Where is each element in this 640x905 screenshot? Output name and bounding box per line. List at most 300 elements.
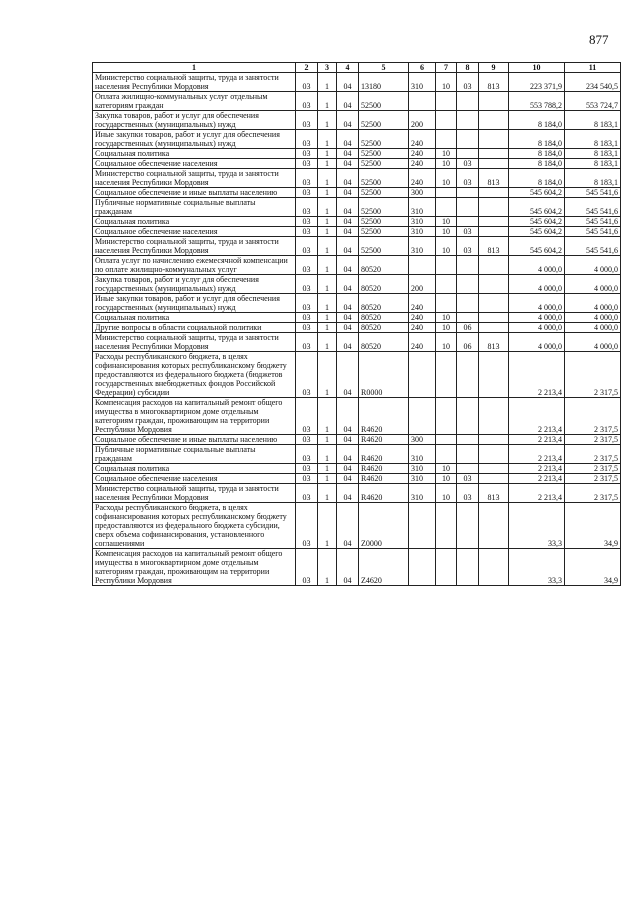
table-row xyxy=(93,323,621,333)
table-row xyxy=(93,484,621,503)
cell-c10: 545 604,2 xyxy=(509,188,565,198)
column-header: 3 xyxy=(318,63,337,73)
cell-c3: 1 xyxy=(318,352,337,398)
cell-c10: 33,3 xyxy=(509,503,565,549)
cell-c3: 1 xyxy=(318,464,337,474)
cell-c10: 2 213,4 xyxy=(509,464,565,474)
cell-c5: 52500 xyxy=(359,130,409,149)
cell-c9: 813 xyxy=(479,333,509,352)
cell-c11: 4 000,0 xyxy=(565,256,621,275)
cell-c2: 03 xyxy=(296,237,318,256)
row-label: Социальное обеспечение населения xyxy=(93,159,296,169)
cell-c9 xyxy=(479,111,509,130)
cell-c2: 03 xyxy=(296,445,318,464)
cell-c5: 80520 xyxy=(359,275,409,294)
cell-c4: 04 xyxy=(337,398,359,435)
cell-c6: 240 xyxy=(409,323,436,333)
cell-c3: 1 xyxy=(318,111,337,130)
cell-c7: 10 xyxy=(436,313,457,323)
cell-c10: 2 213,4 xyxy=(509,398,565,435)
cell-c3: 1 xyxy=(318,237,337,256)
cell-c2: 03 xyxy=(296,549,318,586)
cell-c5: R4620 xyxy=(359,484,409,503)
cell-c4: 04 xyxy=(337,227,359,237)
cell-c6: 310 xyxy=(409,237,436,256)
cell-c8 xyxy=(457,217,479,227)
cell-c4: 04 xyxy=(337,256,359,275)
table-row xyxy=(93,313,621,323)
cell-c8 xyxy=(457,149,479,159)
cell-c8: 03 xyxy=(457,159,479,169)
cell-c7 xyxy=(436,398,457,435)
cell-c4: 04 xyxy=(337,352,359,398)
table-row xyxy=(93,188,621,198)
cell-c9: 813 xyxy=(479,237,509,256)
cell-c2: 03 xyxy=(296,503,318,549)
cell-c11: 2 317,5 xyxy=(565,398,621,435)
cell-c11: 545 541,6 xyxy=(565,188,621,198)
column-header: 1 xyxy=(93,63,296,73)
cell-c10: 4 000,0 xyxy=(509,323,565,333)
cell-c7: 10 xyxy=(436,484,457,503)
cell-c5: 52500 xyxy=(359,149,409,159)
cell-c9 xyxy=(479,352,509,398)
cell-c8 xyxy=(457,464,479,474)
cell-c10: 553 788,2 xyxy=(509,92,565,111)
cell-c3: 1 xyxy=(318,217,337,227)
row-label: Социальная политика xyxy=(93,464,296,474)
cell-c6 xyxy=(409,549,436,586)
cell-c11: 2 317,5 xyxy=(565,352,621,398)
cell-c5: 52500 xyxy=(359,198,409,217)
cell-c3: 1 xyxy=(318,73,337,92)
table-row xyxy=(93,294,621,313)
cell-c10: 2 213,4 xyxy=(509,474,565,484)
cell-c8 xyxy=(457,503,479,549)
cell-c5: R4620 xyxy=(359,435,409,445)
cell-c11: 2 317,5 xyxy=(565,484,621,503)
cell-c10: 545 604,2 xyxy=(509,237,565,256)
table-row xyxy=(93,352,621,398)
row-label: Социальное обеспечение населения xyxy=(93,474,296,484)
cell-c10: 33,3 xyxy=(509,549,565,586)
cell-c3: 1 xyxy=(318,198,337,217)
cell-c5: R4620 xyxy=(359,464,409,474)
cell-c6: 310 xyxy=(409,445,436,464)
cell-c6: 240 xyxy=(409,149,436,159)
cell-c7 xyxy=(436,503,457,549)
cell-c3: 1 xyxy=(318,275,337,294)
cell-c3: 1 xyxy=(318,435,337,445)
cell-c7 xyxy=(436,294,457,313)
cell-c8: 06 xyxy=(457,323,479,333)
cell-c11: 4 000,0 xyxy=(565,333,621,352)
cell-c2: 03 xyxy=(296,474,318,484)
cell-c11: 545 541,6 xyxy=(565,237,621,256)
cell-c7: 10 xyxy=(436,73,457,92)
cell-c2: 03 xyxy=(296,464,318,474)
cell-c4: 04 xyxy=(337,445,359,464)
cell-c7 xyxy=(436,445,457,464)
cell-c9 xyxy=(479,92,509,111)
cell-c2: 03 xyxy=(296,398,318,435)
cell-c9 xyxy=(479,549,509,586)
cell-c4: 04 xyxy=(337,73,359,92)
table-row xyxy=(93,398,621,435)
cell-c9 xyxy=(479,445,509,464)
cell-c2: 03 xyxy=(296,333,318,352)
cell-c10: 2 213,4 xyxy=(509,445,565,464)
cell-c6: 310 xyxy=(409,73,436,92)
cell-c3: 1 xyxy=(318,313,337,323)
cell-c9 xyxy=(479,149,509,159)
cell-c7: 10 xyxy=(436,474,457,484)
row-label: Расходы республиканского бюджета, в целях софинансирования которых республиканскому бюджету предоставляются из федерального бюджета (бюджетов государственных внебюджетных фондов Российской Федерации) субсидии xyxy=(93,352,296,398)
cell-c11: 8 183,1 xyxy=(565,159,621,169)
cell-c2: 03 xyxy=(296,111,318,130)
cell-c2: 03 xyxy=(296,323,318,333)
page-number: 877 xyxy=(589,32,609,47)
cell-c8 xyxy=(457,188,479,198)
cell-c2: 03 xyxy=(296,275,318,294)
cell-c6 xyxy=(409,352,436,398)
cell-c9 xyxy=(479,198,509,217)
row-label: Иные закупки товаров, работ и услуг для обеспечения государственных (муниципальных) нужд xyxy=(93,130,296,149)
cell-c8: 03 xyxy=(457,484,479,503)
cell-c8 xyxy=(457,445,479,464)
cell-c4: 04 xyxy=(337,149,359,159)
cell-c10: 2 213,4 xyxy=(509,352,565,398)
cell-c10: 2 213,4 xyxy=(509,484,565,503)
cell-c5: 80520 xyxy=(359,256,409,275)
cell-c5: 52500 xyxy=(359,237,409,256)
cell-c6 xyxy=(409,92,436,111)
cell-c9 xyxy=(479,275,509,294)
cell-c5: 52500 xyxy=(359,159,409,169)
cell-c6: 310 xyxy=(409,198,436,217)
row-label: Расходы республиканского бюджета, в целях софинансирования которых республиканскому бюджету предоставляются из федерального бюджета субсидии, сверх объема софинансирования, установленного соглашениями xyxy=(93,503,296,549)
cell-c2: 03 xyxy=(296,188,318,198)
table-row xyxy=(93,73,621,92)
cell-c9 xyxy=(479,503,509,549)
cell-c10: 8 184,0 xyxy=(509,149,565,159)
cell-c4: 04 xyxy=(337,474,359,484)
cell-c3: 1 xyxy=(318,227,337,237)
table-row xyxy=(93,474,621,484)
cell-c11: 2 317,5 xyxy=(565,435,621,445)
cell-c9 xyxy=(479,323,509,333)
cell-c10: 8 184,0 xyxy=(509,111,565,130)
row-label: Другие вопросы в области социальной политики xyxy=(93,323,296,333)
cell-c5: R4620 xyxy=(359,474,409,484)
cell-c9: 813 xyxy=(479,169,509,188)
cell-c4: 04 xyxy=(337,92,359,111)
cell-c5: 52500 xyxy=(359,92,409,111)
cell-c9 xyxy=(479,256,509,275)
cell-c2: 03 xyxy=(296,130,318,149)
cell-c3: 1 xyxy=(318,398,337,435)
row-label: Закупка товаров, работ и услуг для обеспечения государственных (муниципальных) нужд xyxy=(93,111,296,130)
row-label: Социальная политика xyxy=(93,313,296,323)
cell-c8 xyxy=(457,435,479,445)
cell-c5: 52500 xyxy=(359,169,409,188)
row-label: Социальная политика xyxy=(93,149,296,159)
table-row xyxy=(93,169,621,188)
cell-c8 xyxy=(457,275,479,294)
cell-c4: 04 xyxy=(337,294,359,313)
cell-c4: 04 xyxy=(337,198,359,217)
table-row xyxy=(93,198,621,217)
cell-c10: 545 604,2 xyxy=(509,227,565,237)
cell-c4: 04 xyxy=(337,313,359,323)
cell-c2: 03 xyxy=(296,352,318,398)
cell-c9 xyxy=(479,188,509,198)
cell-c7: 10 xyxy=(436,464,457,474)
cell-c11: 8 183,1 xyxy=(565,111,621,130)
cell-c5: 52500 xyxy=(359,217,409,227)
table-row xyxy=(93,237,621,256)
cell-c11: 4 000,0 xyxy=(565,323,621,333)
cell-c11: 2 317,5 xyxy=(565,445,621,464)
cell-c6: 240 xyxy=(409,333,436,352)
cell-c5: Z0000 xyxy=(359,503,409,549)
table-row xyxy=(93,503,621,549)
cell-c3: 1 xyxy=(318,474,337,484)
cell-c8: 03 xyxy=(457,474,479,484)
row-label: Министерство социальной защиты, труда и занятости населения Республики Мордовия xyxy=(93,484,296,503)
cell-c3: 1 xyxy=(318,130,337,149)
cell-c3: 1 xyxy=(318,92,337,111)
cell-c5: 80520 xyxy=(359,323,409,333)
table-row xyxy=(93,445,621,464)
row-label: Министерство социальной защиты, труда и занятости населения Республики Мордовия xyxy=(93,333,296,352)
cell-c5: 52500 xyxy=(359,227,409,237)
table-row xyxy=(93,464,621,474)
cell-c5: 80520 xyxy=(359,294,409,313)
cell-c6: 240 xyxy=(409,159,436,169)
cell-c7 xyxy=(436,188,457,198)
table-row xyxy=(93,130,621,149)
cell-c10: 545 604,2 xyxy=(509,198,565,217)
cell-c7: 10 xyxy=(436,159,457,169)
cell-c4: 04 xyxy=(337,275,359,294)
cell-c4: 04 xyxy=(337,484,359,503)
cell-c8 xyxy=(457,92,479,111)
table-row xyxy=(93,256,621,275)
cell-c4: 04 xyxy=(337,503,359,549)
cell-c5: 52500 xyxy=(359,111,409,130)
column-header: 7 xyxy=(436,63,457,73)
cell-c8 xyxy=(457,398,479,435)
row-label: Министерство социальной защиты, труда и занятости населения Республики Мордовия xyxy=(93,73,296,92)
cell-c7 xyxy=(436,198,457,217)
cell-c3: 1 xyxy=(318,503,337,549)
column-header: 11 xyxy=(565,63,621,73)
cell-c6 xyxy=(409,398,436,435)
cell-c2: 03 xyxy=(296,159,318,169)
cell-c3: 1 xyxy=(318,445,337,464)
cell-c4: 04 xyxy=(337,217,359,227)
cell-c2: 03 xyxy=(296,227,318,237)
cell-c9 xyxy=(479,294,509,313)
cell-c9: 813 xyxy=(479,73,509,92)
cell-c6: 240 xyxy=(409,313,436,323)
cell-c6: 200 xyxy=(409,275,436,294)
column-header: 2 xyxy=(296,63,318,73)
cell-c6: 310 xyxy=(409,484,436,503)
cell-c8 xyxy=(457,256,479,275)
table-row xyxy=(93,159,621,169)
cell-c10: 223 371,9 xyxy=(509,73,565,92)
cell-c2: 03 xyxy=(296,169,318,188)
row-label: Закупка товаров, работ и услуг для обеспечения государственных (муниципальных) нужд xyxy=(93,275,296,294)
cell-c3: 1 xyxy=(318,323,337,333)
column-header: 4 xyxy=(337,63,359,73)
cell-c3: 1 xyxy=(318,159,337,169)
cell-c4: 04 xyxy=(337,169,359,188)
row-label: Публичные нормативные социальные выплаты гражданам xyxy=(93,445,296,464)
cell-c3: 1 xyxy=(318,294,337,313)
cell-c6: 240 xyxy=(409,130,436,149)
row-label: Иные закупки товаров, работ и услуг для обеспечения государственных (муниципальных) нужд xyxy=(93,294,296,313)
cell-c9 xyxy=(479,227,509,237)
cell-c8: 06 xyxy=(457,333,479,352)
cell-c11: 2 317,5 xyxy=(565,474,621,484)
cell-c3: 1 xyxy=(318,256,337,275)
table-row xyxy=(93,92,621,111)
cell-c10: 4 000,0 xyxy=(509,333,565,352)
cell-c11: 545 541,6 xyxy=(565,198,621,217)
table-row xyxy=(93,333,621,352)
cell-c6: 300 xyxy=(409,435,436,445)
cell-c3: 1 xyxy=(318,149,337,159)
cell-c5: 13180 xyxy=(359,73,409,92)
cell-c8 xyxy=(457,313,479,323)
header-row xyxy=(93,63,621,73)
cell-c7: 10 xyxy=(436,169,457,188)
cell-c10: 545 604,2 xyxy=(509,217,565,227)
cell-c11: 545 541,6 xyxy=(565,217,621,227)
column-header: 9 xyxy=(479,63,509,73)
row-label: Министерство социальной защиты, труда и занятости населения Республики Мордовия xyxy=(93,237,296,256)
cell-c2: 03 xyxy=(296,484,318,503)
cell-c4: 04 xyxy=(337,333,359,352)
cell-c6: 240 xyxy=(409,294,436,313)
cell-c10: 4 000,0 xyxy=(509,275,565,294)
row-label: Социальная политика xyxy=(93,217,296,227)
cell-c2: 03 xyxy=(296,92,318,111)
row-label: Социальное обеспечение и иные выплаты населению xyxy=(93,188,296,198)
table-row xyxy=(93,111,621,130)
cell-c2: 03 xyxy=(296,313,318,323)
cell-c9 xyxy=(479,398,509,435)
cell-c10: 8 184,0 xyxy=(509,159,565,169)
cell-c9 xyxy=(479,474,509,484)
cell-c5: R0000 xyxy=(359,352,409,398)
cell-c3: 1 xyxy=(318,169,337,188)
table-row xyxy=(93,275,621,294)
cell-c3: 1 xyxy=(318,549,337,586)
cell-c3: 1 xyxy=(318,484,337,503)
cell-c5: 80520 xyxy=(359,313,409,323)
cell-c2: 03 xyxy=(296,217,318,227)
cell-c7 xyxy=(436,549,457,586)
cell-c4: 04 xyxy=(337,435,359,445)
cell-c8 xyxy=(457,111,479,130)
cell-c10: 4 000,0 xyxy=(509,294,565,313)
cell-c9: 813 xyxy=(479,484,509,503)
row-label: Компенсация расходов на капитальный ремонт общего имущества в многоквартирном доме отдельным категориям граждан, проживающим на территории Республики Мордовия xyxy=(93,398,296,435)
cell-c6 xyxy=(409,256,436,275)
cell-c7: 10 xyxy=(436,149,457,159)
table-row xyxy=(93,217,621,227)
cell-c8: 03 xyxy=(457,169,479,188)
cell-c7: 10 xyxy=(436,237,457,256)
cell-c9 xyxy=(479,159,509,169)
table-row xyxy=(93,435,621,445)
cell-c7 xyxy=(436,435,457,445)
cell-c2: 03 xyxy=(296,435,318,445)
cell-c2: 03 xyxy=(296,198,318,217)
cell-c3: 1 xyxy=(318,188,337,198)
cell-c7 xyxy=(436,92,457,111)
cell-c5: 80520 xyxy=(359,333,409,352)
table-row xyxy=(93,227,621,237)
cell-c11: 34,9 xyxy=(565,503,621,549)
cell-c6: 310 xyxy=(409,227,436,237)
cell-c7 xyxy=(436,275,457,294)
cell-c6 xyxy=(409,503,436,549)
cell-c7: 10 xyxy=(436,323,457,333)
cell-c11: 8 183,1 xyxy=(565,169,621,188)
cell-c6: 310 xyxy=(409,217,436,227)
row-label: Социальное обеспечение населения xyxy=(93,227,296,237)
cell-c6: 310 xyxy=(409,474,436,484)
row-label: Компенсация расходов на капитальный ремонт общего имущества в многоквартирном доме отдельным категориям граждан, проживающим на территории Республики Мордовия xyxy=(93,549,296,586)
table-row xyxy=(93,549,621,586)
cell-c10: 8 184,0 xyxy=(509,169,565,188)
cell-c2: 03 xyxy=(296,294,318,313)
cell-c7: 10 xyxy=(436,333,457,352)
cell-c7 xyxy=(436,256,457,275)
cell-c6: 240 xyxy=(409,169,436,188)
row-label: Социальное обеспечение и иные выплаты населению xyxy=(93,435,296,445)
cell-c11: 4 000,0 xyxy=(565,275,621,294)
cell-c11: 234 540,5 xyxy=(565,73,621,92)
cell-c7 xyxy=(436,130,457,149)
cell-c9 xyxy=(479,313,509,323)
cell-c11: 553 724,7 xyxy=(565,92,621,111)
cell-c6: 200 xyxy=(409,111,436,130)
column-header: 10 xyxy=(509,63,565,73)
cell-c7: 10 xyxy=(436,217,457,227)
cell-c4: 04 xyxy=(337,464,359,474)
cell-c2: 03 xyxy=(296,73,318,92)
cell-c11: 8 183,1 xyxy=(565,149,621,159)
cell-c4: 04 xyxy=(337,130,359,149)
column-header: 5 xyxy=(359,63,409,73)
cell-c10: 2 213,4 xyxy=(509,435,565,445)
cell-c7 xyxy=(436,352,457,398)
cell-c8 xyxy=(457,130,479,149)
cell-c6: 300 xyxy=(409,188,436,198)
row-label: Оплата услуг по начислению ежемесячной компенсации по оплате жилищно-коммунальных услуг xyxy=(93,256,296,275)
cell-c8 xyxy=(457,294,479,313)
row-label: Оплата жилищно-коммунальных услуг отдельным категориям граждан xyxy=(93,92,296,111)
cell-c7 xyxy=(436,111,457,130)
cell-c4: 04 xyxy=(337,159,359,169)
cell-c4: 04 xyxy=(337,323,359,333)
